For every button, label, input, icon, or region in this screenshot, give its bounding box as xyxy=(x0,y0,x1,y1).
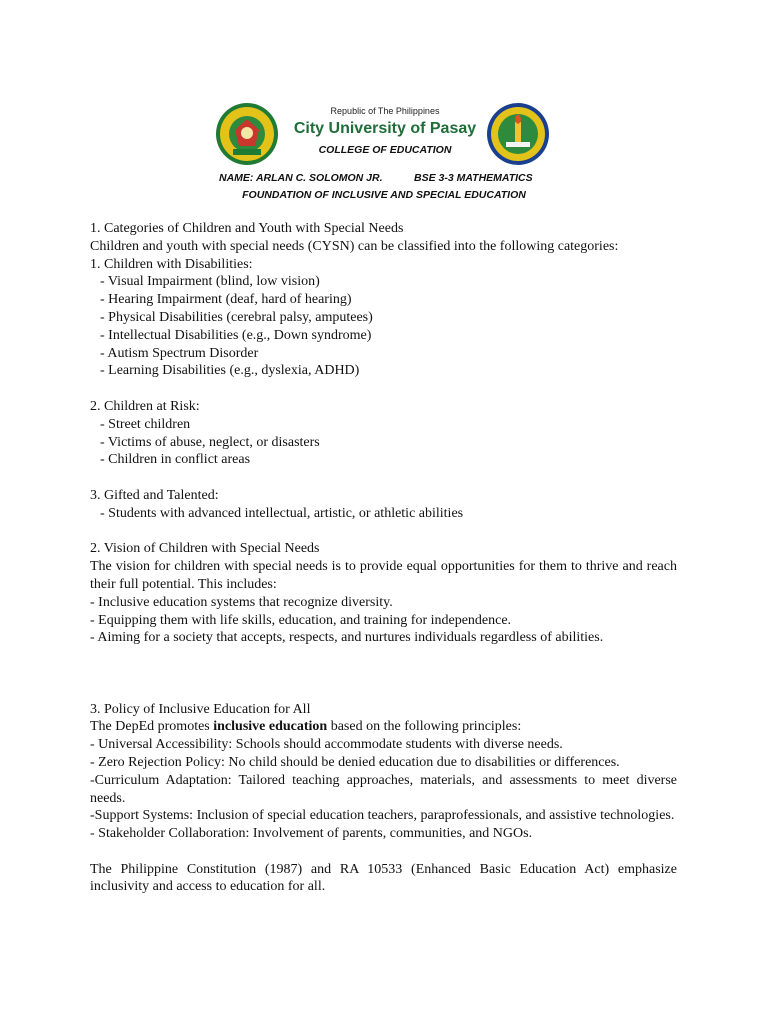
student-course: BSE 3-3 MATHEMATICS xyxy=(414,172,533,184)
list-item: - Aiming for a society that accepts, respects, and nurtures individuals regardless of abilities. xyxy=(90,630,604,646)
list-item: - Intellectual Disabilities (e.g., Down syndrome) xyxy=(100,327,372,343)
list-item: - Stakeholder Collaboration: Involvement of parents, communities, and NGOs. xyxy=(90,826,533,842)
intro-emphasis: inclusive education xyxy=(213,719,328,735)
college-name: COLLEGE OF EDUCATION xyxy=(318,144,452,156)
list-item: - Universal Accessibility: Schools should accommodate students with diverse needs. xyxy=(90,737,563,753)
list-item: - Street children xyxy=(100,416,191,432)
closing-paragraph: The Philippine Constitution (1987) and RA 10533 (Enhanced Basic Education Act) emphasize inclusivity and access to education for all. xyxy=(90,861,677,895)
section-1-intro: Children and youth with special needs (CYSN) can be classified into the following categories: xyxy=(90,238,619,254)
section-3-intro xyxy=(90,718,677,736)
intro-text: based on the following principles: xyxy=(327,719,522,735)
document-body xyxy=(90,220,677,896)
section-1-heading: 1. Categories of Children and Youth with Special Needs xyxy=(90,221,404,236)
list-item: - Inclusive education systems that recognize diversity. xyxy=(90,594,393,610)
category-3-title: 3. Gifted and Talented: xyxy=(90,487,219,503)
list-item: - Equipping them with life skills, education, and training for independence. xyxy=(90,612,512,628)
list-item: - Children in conflict areas xyxy=(100,452,251,468)
intro-text: The DepEd promotes xyxy=(90,719,214,735)
republic-label: Republic of The Philippines xyxy=(330,106,440,116)
list-item: -Curriculum Adaptation: Tailored teaching approaches, materials, and assessments to meet diverse needs. xyxy=(90,772,677,806)
section-3-heading: 3. Policy of Inclusive Education for All xyxy=(90,701,311,717)
document-header xyxy=(0,96,768,206)
list-item: - Visual Impairment (blind, low vision) xyxy=(100,274,320,290)
list-item: -Support Systems: Inclusion of special education teachers, paraprofessionals, and assistive technologies. xyxy=(90,808,675,824)
list-item: - Physical Disabilities (cerebral palsy, amputees) xyxy=(100,309,373,325)
subject-title: FOUNDATION OF INCLUSIVE AND SPECIAL EDUCATION xyxy=(242,189,526,201)
list-item: - Hearing Impairment (deaf, hard of hearing) xyxy=(100,292,352,308)
list-item: - Students with advanced intellectual, artistic, or athletic abilities xyxy=(100,505,464,521)
section-2-heading: 2. Vision of Children with Special Needs xyxy=(90,541,320,557)
university-name: City University of Pasay xyxy=(293,120,477,137)
category-1-title: 1. Children with Disabilities: xyxy=(90,256,253,272)
list-item: - Autism Spectrum Disorder xyxy=(100,345,259,361)
list-item: - Zero Rejection Policy: No child should be denied education due to disabilities or differences. xyxy=(90,754,620,770)
category-2-title: 2. Children at Risk: xyxy=(90,398,200,414)
section-2-intro: The vision for children with special needs is to provide equal opportunities for them to thrive and reach their full potential. This includes: xyxy=(90,559,677,592)
list-item: - Learning Disabilities (e.g., dyslexia, ADHD) xyxy=(100,363,360,379)
college-seal-icon xyxy=(486,102,550,166)
student-name: NAME: ARLAN C. SOLOMON JR. xyxy=(219,172,383,184)
list-item: - Victims of abuse, neglect, or disasters xyxy=(100,434,320,450)
